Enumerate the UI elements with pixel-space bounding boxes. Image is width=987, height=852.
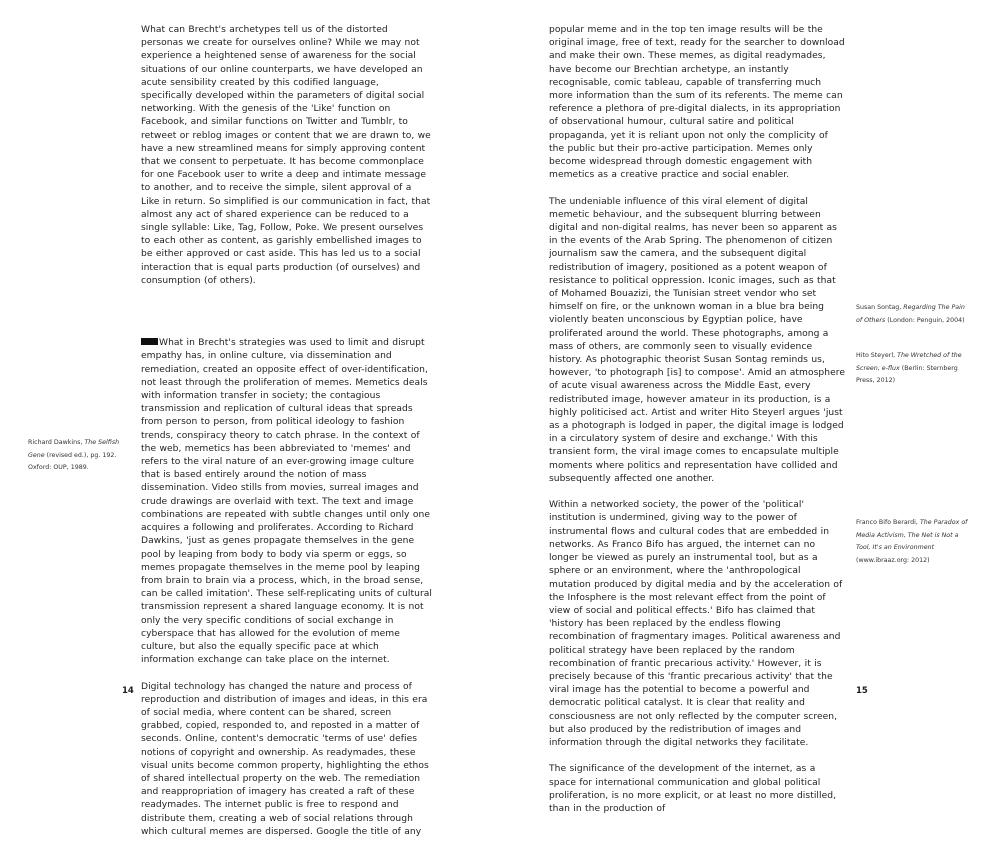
note-author: Susan Sontag, (856, 304, 904, 311)
note-source: (London: Penguin, 2004) (885, 316, 965, 324)
note-author: Hito Steyerl, (856, 352, 898, 359)
paragraph: popular meme and in the top ten image results will be the original image, free of text, ready for the searcher to download and make their own. These memes, as digital readymades, have become our Brechtian archetype, an instantly recognisable, comic tableau, capable of transferring much more information than the sum of its referents. The meme can reference a plethora of pre-digital dialects, in its appropriation of observational humour, cultural satire and political propaganda, yet it is reliant upon not only the complicity of the public but their pro-active participation. Memes only become widespread through domestic engagement with memetics as a creative practice and social enabler. (549, 25, 845, 181)
note-title: Regarding The Pain of Others (856, 304, 965, 324)
sidenote-steyerl (856, 350, 971, 388)
note-source: (www.ibraaz.org: 2012) (856, 556, 930, 564)
sidenote-sontag (856, 302, 971, 327)
note-source: (Berlin: Sternberg Press, 2012) (856, 364, 958, 385)
section-gap (141, 301, 433, 337)
sidenote-dawkins (28, 437, 124, 475)
sidenote-berardi (856, 517, 971, 567)
paragraph: Within a networked society, the power of the 'political' institution is undermined, giving way to the power of instrumental flows and cultural codes that are embedded in networks. As Franco Bifo has argued, the internet can no longer be viewed as purely an instrumental tool, but as a sphere or an environment, where the 'anthropological mutation produced by digital media and by the acceleration of the Infosphere is the most relevant effect from the point of view of social and political effects.' Bifo has claimed that 'history has been replaced by the endless flowing recombination of fragmentary images. Political awareness and political strategy have been replaced by the random recombination of frantic precarious activity.' However, it is precisely because of this 'frantic precarious activity' that the viral image has the potential to become a powerful and democratic political catalyst. It is clear that reality and consciousness are not only reflected by the computer screen, but also produced by the redistribution of images and information through the digital networks they facilitate. (549, 500, 843, 748)
note-title: The Wretched of the Screen, e-flux (856, 352, 962, 372)
note-author: Richard Dawkins, (28, 439, 85, 446)
paragraph: The undeniable influence of this viral element of digital memetic behaviour, and the subsequent blurring between digital and non-digital realms, has never been so apparent as in the events of the Arab Spring. The phenomenon of citizen journalism saw the camera, and the subsequent digital redistribution of imagery, positioned as a potent weapon of resistance to political oppression. Iconic images, such as that of Mohamed Bouazizi, the Tunisian street vendor who set himself on fire, or the unknown woman in a blue bra being violently beaten unconscious by Egyptian police, have proliferated around the world. These photographs, among a mass of others, are commonly seen to visually evidence history. As photographic theorist Susan Sontag reminds us, however, 'to photograph [is] to compose'. Amid an atmosphere of acute visual awareness across the Middle East, every redistributed image, however amateur in its production, is a highly politicised act. Artist and writer Hito Steyerl argues 'just as a photograph is lodged in paper, the digital image is lodged in a circulatory system of desire and exchange.' With this transient form, the viral image comes to encapsulate multiple moments where politics and representation have collided and subsequently affected one another. (549, 196, 846, 484)
paragraph: The significance of the development of the internet, as a space for international communication and global political proliferation, is no more explicit, or at least no more distilled, than in the production of (549, 764, 837, 814)
right-page-body (549, 24, 845, 829)
note-title: The Selfish Gene (28, 439, 120, 459)
paragraph-with-marker (141, 337, 433, 667)
note-source: (revised ed.), pg. 192. Oxford: OUP, 1989. (28, 451, 117, 472)
note-author: Franco Bifo Berardi, (856, 519, 920, 526)
paragraph: Digital technology has changed the nature and process of reproduction and distribution of images and ideas, in this era of social media, where content can be shared, screen grabbed, copied, responded to, and reposted in a matter of seconds. Online, content's democratic 'terms of use' defies notions of copyright and ownership. As readymades, these visual units become common property, highlighting the ethos of shared intellectual property on the web. The remediation and reappropriation of imagery has created a raft of these readymades. The internet public is free to respond and distribute them, creating a web of social relations through which cultural memes are dispersed. Google the title of any (141, 681, 429, 837)
page-number-left: 14 (122, 686, 134, 696)
note-title: The Paradox of Media Activism, The Net is Not a Tool, It's an Environment (856, 519, 968, 552)
page-number-right: 15 (856, 686, 868, 696)
paragraph-text: What in Brecht's strategies was used to limit and disrupt empathy has, in online culture, via dissemination and remediation, created an opposite effect of over-identification, not least through the proliferation of memes. Memetics deals with information transfer in society; the contagious transmission and replication of cultural ideas that spreads from person to person, from political ideology to fashion trends, conspiracy theory to catch phrase. In the context of the web, memetics has been abbreviated to 'memes' and refers to the viral nature of an ever-growing image culture that is based entirely around the notion of mass dissemination. Video stills from movies, surreal images and crude drawings are overlaid with text. The text and image combinations are repeated with subtle changes until only one acquires a following and proliferates. According to Richard Dawkins, 'just as genes propagate themselves in the gene pool by leaping from body to body via sperm or eggs, so memes propagate themselves in the meme pool by leaping from brain to brain via a process, which, in the broad sense, can be called imitation'. These self-replicating units of cultural transmission represent a shared language economy. It is not only the very specific conditions of social exchange in cyberspace that has allowed for the evolution of meme culture, but also the equally specific pace at which information exchange can take place on the internet. (141, 338, 432, 666)
section-marker-bar (141, 338, 158, 345)
left-page-body (141, 24, 433, 852)
paragraph: What can Brecht's archetypes tell us of the distorted personas we create for ourselves online? While we may not experience a heightened sense of awareness for the social situations of our online counterparts, we have developed an acute sensibility created by this codified language, specifically developed within the parameters of digital social networking. With the genesis of the 'Like' function on Facebook, and similar functions on Twitter and Tumblr, to retweet or reblog images or content that we are drawn to, we have a new streamlined means for simply approving content that we consent to perpetuate. It has become commonplace for one Facebook user to write a deep and intimate message to another, and to receive the simple, silent approval of a Like in return. So simplified is our communication in fact, that almost any act of shared experience can be reduced to a single syllable: Like, Tag, Follow, Poke. We present ourselves to each other as content, as garishly embellished images to be either approved or cast aside. This has led us to a social interaction that is equal parts production (of ourselves) and consumption (of others). (141, 25, 431, 286)
